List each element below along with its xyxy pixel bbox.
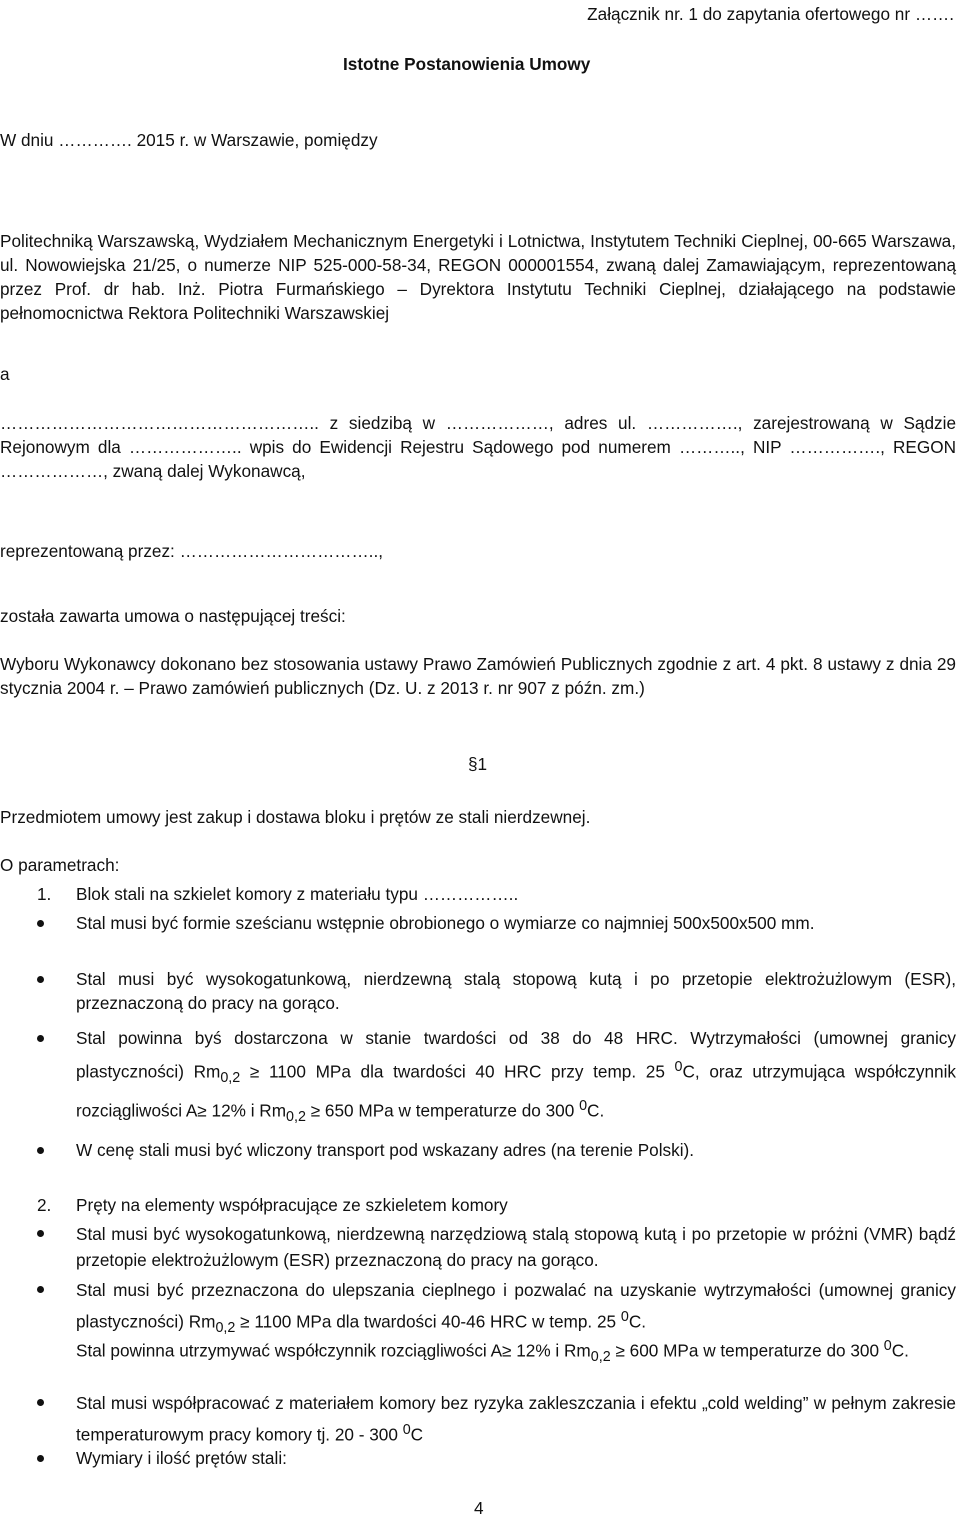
text-run: ≥ 1100 MPa dla twardości 40-46 HRC w temp. 25 bbox=[235, 1311, 621, 1332]
superscript: 0 bbox=[579, 1098, 588, 1115]
document-title: Istotne Postanowienia Umowy bbox=[343, 54, 591, 74]
subscript: 0,2 bbox=[590, 1349, 611, 1366]
bullet-icon bbox=[37, 920, 44, 927]
attachment-header: Załącznik nr. 1 do zapytania ofertowego nr ……. bbox=[587, 4, 954, 24]
list-item-text bbox=[76, 1390, 956, 1449]
subscript: 0,2 bbox=[220, 1069, 241, 1086]
parameters-label: O parametrach: bbox=[0, 855, 120, 875]
bullet-icon bbox=[37, 976, 44, 983]
list-item-text: Stal musi być wysokogatunkową, nierdzewną stalą stopową kutą i po przetopie elektrożużlowym (ESR), przeznaczoną do pracy na gorąco. bbox=[76, 969, 956, 1013]
contract-concluded: została zawarta umowa o następującej treści: bbox=[0, 606, 346, 626]
text-run: Stal musi być przeznaczona do ulepszania cieplnego i pozwalać na uzyskanie wytrzymałości (umownej granicy plastyczności) Rm bbox=[76, 1280, 956, 1332]
bullet-icon bbox=[37, 1455, 44, 1462]
list-item-text bbox=[76, 1333, 956, 1370]
party-contractor: ……………………………………………….. z siedzibą w ………………, adres ul. ……………., zarejestrowaną w Sądzie Rejonowym dla ……………….. wpis do Ewidencji Rejestru Sądowego pod numerem ……….., NIP ……………., REGON ………………, zwaną dalej Wykonawcą, bbox=[0, 413, 956, 481]
bullet-icon bbox=[37, 1035, 44, 1042]
list-item-text: Stal musi być formie sześcianu wstępnie obrobionego o wymiarze co najmniej 500x500x500 mm. bbox=[76, 913, 815, 933]
list-item-text: Wymiary i ilość prętów stali: bbox=[76, 1448, 287, 1468]
bullet-icon bbox=[37, 1286, 44, 1293]
text-run: Stal powinna byś dostarczona w stanie twardości od 38 do 48 HRC. Wytrzymałości (umownej granicy plastyczności) Rm bbox=[76, 1028, 956, 1082]
conjunction-and: a bbox=[0, 364, 10, 384]
date-line: W dniu …………. 2015 r. w Warszawie, pomiędzy bbox=[0, 130, 378, 150]
text-run: ≥ 600 MPa w temperaturze do 300 bbox=[610, 1340, 884, 1361]
superscript: 0 bbox=[620, 1309, 629, 1325]
text-run: Stal powinna utrzymywać współczynnik rozciągliwości A≥ 12% i Rm bbox=[76, 1340, 591, 1361]
item-2-number: 2. bbox=[37, 1195, 52, 1215]
subscript: 0,2 bbox=[286, 1109, 306, 1126]
list-item-text: Stal musi być wysokogatunkową, nierdzewną narzędziową stalą stopową kutą i po przetopie w próżni (VMR) bądź przetopie elektrożużlowym (ESR) przeznaczoną do pracy na gorąco. bbox=[76, 1224, 956, 1270]
section-mark: §1 bbox=[468, 754, 488, 774]
superscript: 0 bbox=[883, 1338, 892, 1354]
text-run: ≥ 650 MPa w temperaturze do 300 bbox=[305, 1100, 580, 1121]
text-run: C. bbox=[587, 1100, 605, 1121]
text-run: C bbox=[410, 1424, 424, 1445]
hardness-requirement-text bbox=[76, 1024, 956, 1132]
bullet-icon bbox=[37, 1147, 44, 1154]
subscript: 0,2 bbox=[215, 1320, 236, 1337]
page-number: 4 bbox=[474, 1498, 484, 1518]
superscript: 0 bbox=[402, 1422, 411, 1438]
item-2-title: Pręty na elementy współpracujące ze szkieletem komory bbox=[76, 1195, 508, 1215]
list-item-text: W cenę stali musi być wliczony transport pod wskazany adres (na terenie Polski). bbox=[76, 1140, 695, 1160]
representative-line: reprezentowaną przez: …………………………….., bbox=[0, 541, 384, 561]
text-run: C. bbox=[891, 1340, 909, 1361]
contractor-selection-clause: Wyboru Wykonawcy dokonano bez stosowania ustawy Prawo Zamówień Publicznych zgodnie z art. 4 pkt. 8 ustawy z dnia 29 stycznia 2004 r. – Prawo zamówień publicznych (Dz. U. z 2013 r. nr 907 z późn. zm.) bbox=[0, 654, 956, 698]
text-run: C. bbox=[628, 1311, 647, 1332]
text-run: Stal musi współpracować z materiałem komory bez ryzyka zakleszczania i efektu „cold welding” w pełnym zakresie temperaturowym pracy komory tj. 20 - 300 bbox=[76, 1393, 956, 1445]
text-run: ≥ 1100 MPa dla twardości 40 HRC przy temp. 25 bbox=[240, 1061, 675, 1082]
bullet-icon bbox=[37, 1230, 44, 1237]
bullet-icon bbox=[37, 1399, 44, 1406]
item-1-title: Blok stali na szkielet komory z materiału typu …………….. bbox=[76, 884, 519, 904]
item-1-number: 1. bbox=[37, 884, 52, 904]
superscript: 0 bbox=[674, 1058, 683, 1075]
contract-subject: Przedmiotem umowy jest zakup i dostawa bloku i prętów ze stali nierdzewnej. bbox=[0, 807, 591, 827]
text-run: C, oraz utrzymująca współczynnik rozciągliwości A≥ 12% i Rm bbox=[76, 1061, 956, 1121]
party-ordering: Politechniką Warszawską, Wydziałem Mechanicznym Energetyki i Lotnictwa, Instytutem Techniki Cieplnej, 00-665 Warszawa, ul. Nowowiejska 21/25, o numerze NIP 525-000-58-34, REGON 000001554, zwaną dalej Zamawiającym, reprezentowaną przez Prof. dr hab. Inż. Piotra Furmańskiego – Dyrektora Instytutu Techniki Cieplnej, działającego na podstawie pełnomocnictwa Rektora Politechniki Warszawskiej bbox=[0, 231, 956, 323]
